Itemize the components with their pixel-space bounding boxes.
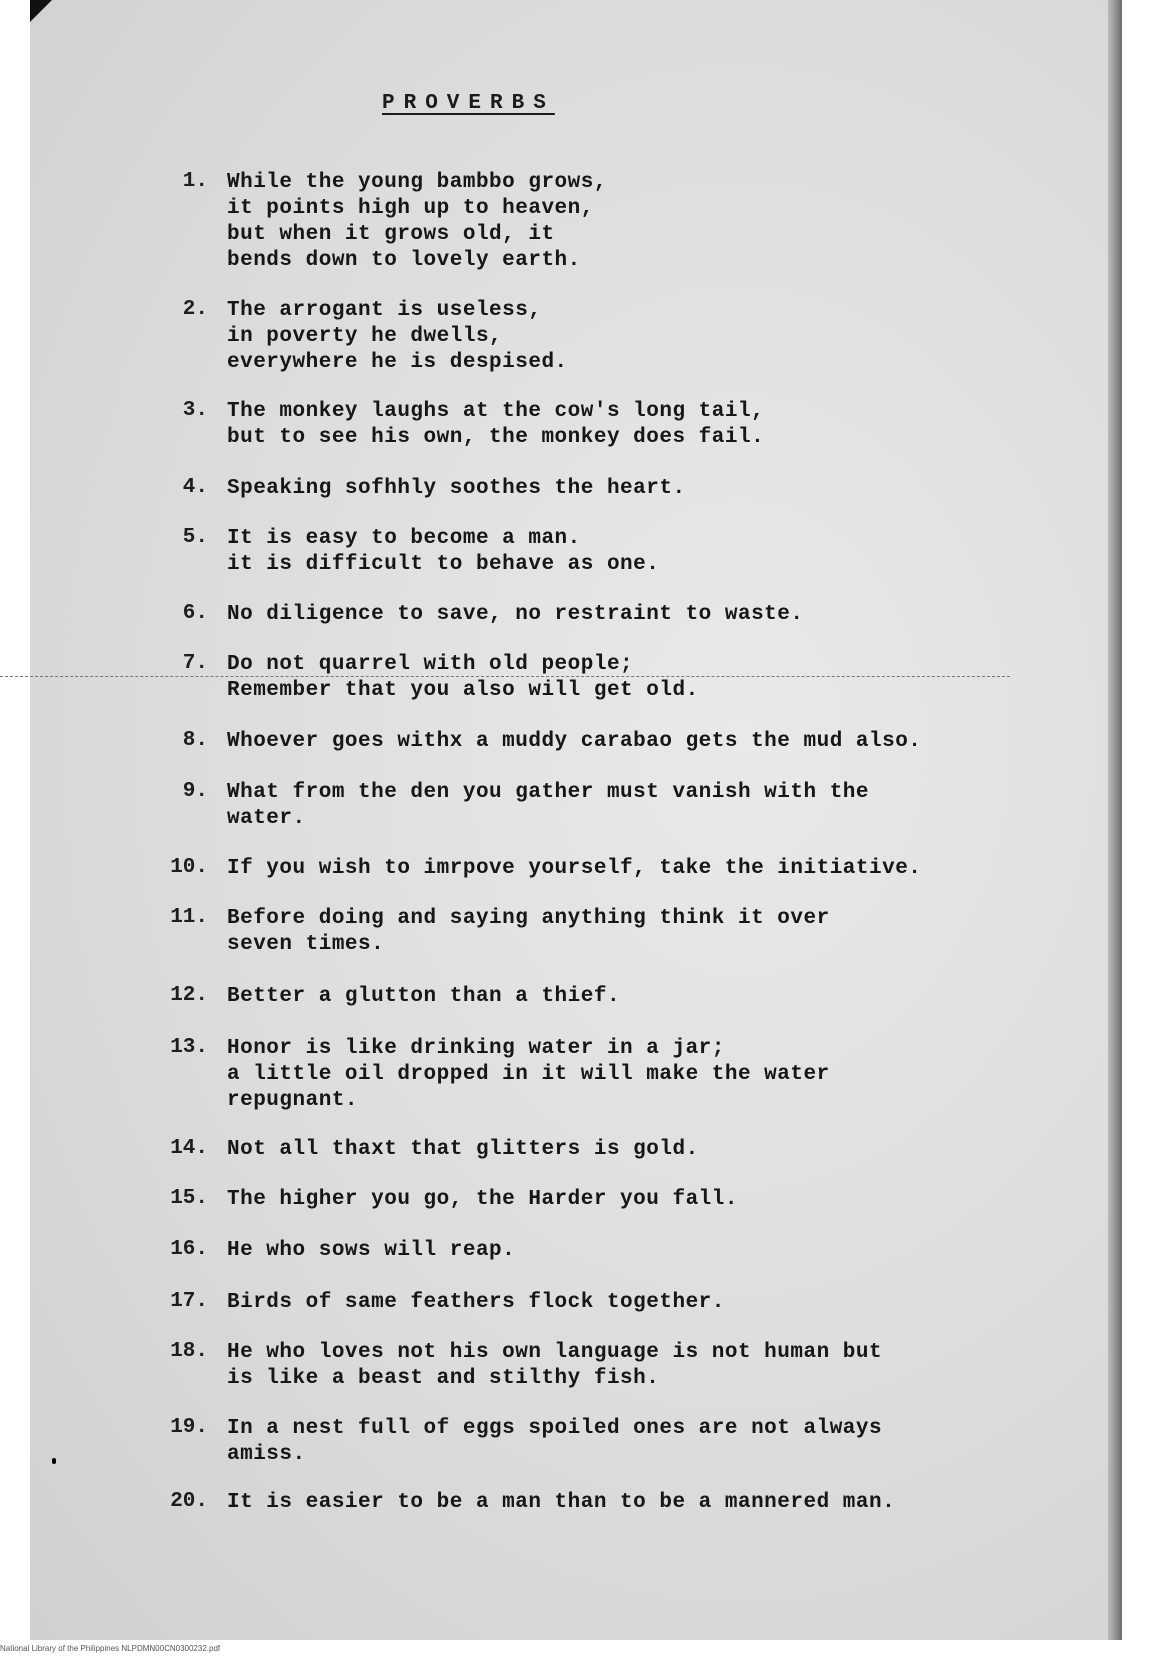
proverb-number: 18. bbox=[170, 1340, 208, 1363]
proverb-text: Not all thaxt that glitters is gold. bbox=[227, 1138, 699, 1161]
proverb-number: 6. bbox=[182, 602, 208, 625]
proverb-text: Better a glutton than a thief. bbox=[227, 985, 621, 1008]
proverb-text: The monkey laughs at the cow's long tail, but to see his own, the monkey does fail. bbox=[227, 400, 765, 449]
proverb-number: 8. bbox=[182, 729, 208, 752]
proverb-text: It is easier to be a man than to be a mannered man. bbox=[227, 1491, 896, 1514]
proverb-number: 2. bbox=[182, 298, 208, 321]
proverb-number: 4. bbox=[182, 476, 208, 499]
proverb-number: 11. bbox=[170, 906, 208, 929]
page-title: PROVERBS bbox=[382, 92, 555, 115]
proverb-number: 5. bbox=[182, 526, 208, 549]
ink-speck bbox=[52, 1458, 56, 1464]
proverb-number: 16. bbox=[170, 1238, 208, 1261]
proverb-text: The arrogant is useless, in poverty he dwells, everywhere he is despised. bbox=[227, 299, 568, 374]
document-page bbox=[30, 0, 1122, 1640]
proverb-text: The higher you go, the Harder you fall. bbox=[227, 1188, 738, 1211]
proverb-text: What from the den you gather must vanish with the water. bbox=[227, 781, 870, 830]
proverb-text: It is easy to become a man. it is difficult to behave as one. bbox=[227, 527, 660, 576]
scan-footer: National Library of the Philippines NLPDMN00CN0300232.pdf bbox=[0, 1644, 221, 1653]
proverb-number: 14. bbox=[170, 1137, 208, 1160]
proverb-text: Speaking sofhhly soothes the heart. bbox=[227, 477, 686, 500]
proverb-number: 12. bbox=[170, 984, 208, 1007]
proverb-text: He who sows will reap. bbox=[227, 1239, 516, 1262]
proverb-text: While the young bambbo grows, it points high up to heaven, but when it grows old, it bends down to lovely earth. bbox=[227, 171, 607, 272]
proverb-number: 7. bbox=[182, 652, 208, 675]
proverb-text: In a nest full of eggs spoiled ones are not always amiss. bbox=[227, 1417, 883, 1466]
proverb-number: 13. bbox=[170, 1036, 208, 1059]
proverb-text: No diligence to save, no restraint to waste. bbox=[227, 603, 804, 626]
proverb-number: 19. bbox=[170, 1416, 208, 1439]
proverb-number: 9. bbox=[182, 780, 208, 803]
dashed-fold-line bbox=[0, 676, 1010, 677]
proverb-number: 3. bbox=[182, 399, 208, 422]
proverb-text: Before doing and saying anything think it over seven times. bbox=[227, 907, 830, 956]
proverb-number: 1. bbox=[182, 170, 208, 193]
proverb-text: Whoever goes withx a muddy carabao gets the mud also. bbox=[227, 730, 922, 753]
proverb-text: Birds of same feathers flock together. bbox=[227, 1291, 725, 1314]
proverb-list bbox=[30, 0, 1122, 1640]
proverb-number: 10. bbox=[170, 856, 208, 879]
proverb-text: He who loves not his own language is not human but is like a beast and stilthy fish. bbox=[227, 1341, 883, 1390]
proverb-number: 15. bbox=[170, 1187, 208, 1210]
proverb-number: 20. bbox=[170, 1490, 208, 1513]
proverb-text: Do not quarrel with old people; Remember that you also will get old. bbox=[227, 653, 699, 702]
proverb-text: Honor is like drinking water in a jar; a little oil dropped in it will make the water repugnant. bbox=[227, 1037, 830, 1112]
proverb-text: If you wish to imrpove yourself, take the initiative. bbox=[227, 857, 922, 880]
proverb-number: 17. bbox=[170, 1290, 208, 1313]
